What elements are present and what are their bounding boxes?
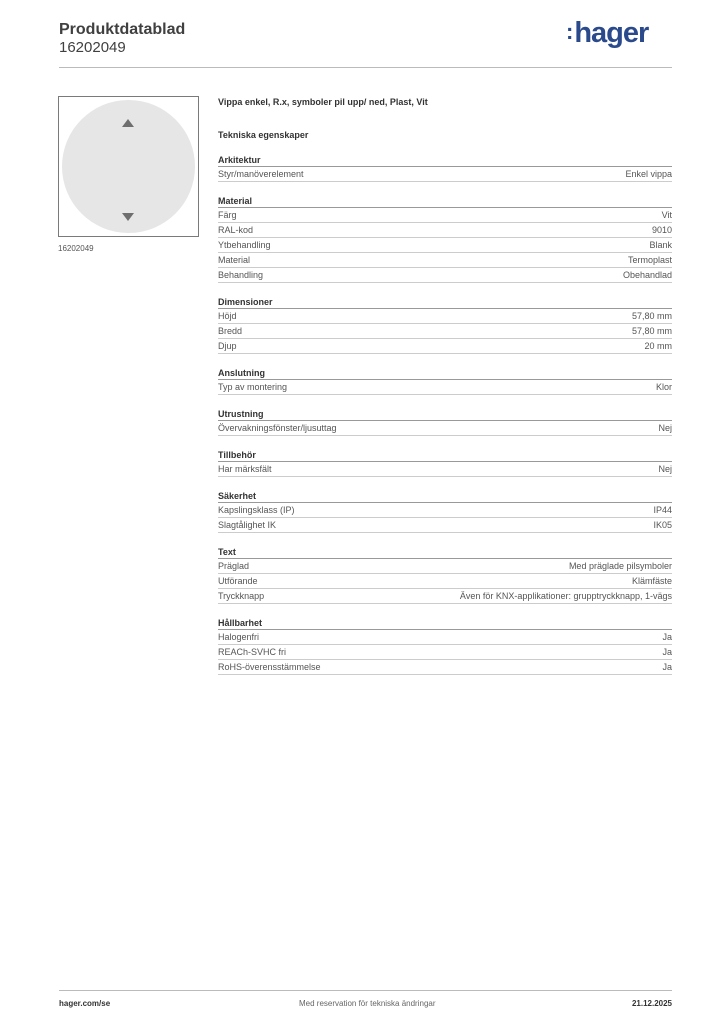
- spec-row: [218, 339, 672, 354]
- spec-label: Halogenfri: [218, 632, 260, 642]
- spec-value: Enkel vippa: [625, 169, 672, 179]
- spec-sections: [218, 154, 672, 675]
- spec-label: REACh-SVHC fri: [218, 647, 287, 657]
- section-title: Arkitektur: [218, 154, 672, 167]
- spec-value: Vit: [661, 210, 672, 220]
- spec-row: [218, 268, 672, 283]
- spec-content: [218, 96, 672, 675]
- spec-row: [218, 645, 672, 660]
- spec-label: Höjd: [218, 311, 237, 321]
- spec-label: Har märksfält: [218, 464, 272, 474]
- spec-value: Även för KNX-applikationer: grupptryckknapp, 1-vägs: [459, 591, 672, 601]
- image-caption: 16202049: [58, 244, 94, 253]
- spec-value: 9010: [651, 225, 672, 235]
- spec-section: [218, 195, 672, 283]
- section-title: Text: [218, 546, 672, 559]
- spec-row: [218, 253, 672, 268]
- spec-row: [218, 309, 672, 324]
- spec-row: [218, 589, 672, 604]
- spec-row: [218, 421, 672, 436]
- spec-value: Ja: [662, 662, 672, 672]
- section-title: Säkerhet: [218, 490, 672, 503]
- spec-row: [218, 518, 672, 533]
- spec-label: Typ av montering: [218, 382, 288, 392]
- spec-row: [218, 630, 672, 645]
- spec-row: [218, 462, 672, 477]
- spec-label: Färg: [218, 210, 237, 220]
- spec-label: Bredd: [218, 326, 243, 336]
- spec-value: Termoplast: [627, 255, 672, 265]
- section-title: Anslutning: [218, 367, 672, 380]
- spec-label: Tryckknapp: [218, 591, 265, 601]
- logo-text: hager: [574, 17, 649, 49]
- spec-value: 57,80 mm: [631, 311, 672, 321]
- spec-value: Ja: [662, 647, 672, 657]
- logo-dots-icon: :: [566, 19, 574, 44]
- spec-value: Ja: [662, 632, 672, 642]
- spec-row: [218, 167, 672, 182]
- spec-value: Med präglade pilsymboler: [568, 561, 672, 571]
- spec-section: [218, 617, 672, 675]
- spec-label: Övervakningsfönster/ljusuttag: [218, 423, 337, 433]
- spec-row: [218, 238, 672, 253]
- spec-label: Kapslingsklass (IP): [218, 505, 295, 515]
- product-image: [58, 96, 199, 237]
- spec-section: [218, 296, 672, 354]
- hager-logo: [566, 17, 648, 50]
- product-description: Vippa enkel, R.x, symboler pil upp/ ned, Plast, Vit: [218, 97, 428, 107]
- spec-label: Material: [218, 255, 251, 265]
- spec-row: [218, 208, 672, 223]
- rocker-switch-image: [62, 100, 195, 233]
- spec-value: Nej: [658, 423, 672, 433]
- document-title: Produktdatablad: [59, 21, 186, 38]
- spec-section: [218, 367, 672, 395]
- spec-value: 20 mm: [644, 341, 672, 351]
- spec-value: Obehandlad: [622, 270, 672, 280]
- section-title: Utrustning: [218, 408, 672, 421]
- section-title: Hållbarhet: [218, 617, 672, 630]
- spec-row: [218, 380, 672, 395]
- spec-value: Nej: [658, 464, 672, 474]
- section-title: Tillbehör: [218, 449, 672, 462]
- footer-date: 21.12.2025: [631, 999, 672, 1008]
- spec-label: Ytbehandling: [218, 240, 271, 250]
- spec-section: [218, 408, 672, 436]
- spec-value: IP44: [653, 505, 672, 515]
- spec-value: IK05: [653, 520, 672, 530]
- spec-value: Blank: [649, 240, 672, 250]
- spec-label: Djup: [218, 341, 237, 351]
- spec-section: [218, 154, 672, 182]
- spec-value: Klor: [655, 382, 672, 392]
- spec-label: RoHS-överensstämmelse: [218, 662, 321, 672]
- arrow-up-icon: [122, 119, 134, 127]
- product-number: 16202049: [59, 39, 126, 56]
- spec-section: [218, 546, 672, 604]
- spec-label: Behandling: [218, 270, 264, 280]
- spec-section: [218, 449, 672, 477]
- spec-label: Utförande: [218, 576, 258, 586]
- footer-divider: [59, 990, 672, 991]
- spec-row: [218, 574, 672, 589]
- footer-website: hager.com/se: [59, 999, 111, 1008]
- spec-row: [218, 660, 672, 675]
- spec-label: Styr/manöverelement: [218, 169, 304, 179]
- arrow-down-icon: [122, 213, 134, 221]
- section-title: Dimensioner: [218, 296, 672, 309]
- spec-label: Präglad: [218, 561, 250, 571]
- spec-section: [218, 490, 672, 533]
- section-title: Material: [218, 195, 672, 208]
- spec-value: Klämfäste: [631, 576, 672, 586]
- spec-row: [218, 223, 672, 238]
- header-divider: [59, 67, 672, 68]
- spec-label: RAL-kod: [218, 225, 254, 235]
- spec-row: [218, 324, 672, 339]
- spec-row: [218, 559, 672, 574]
- spec-row: [218, 503, 672, 518]
- technical-properties-heading: Tekniska egenskaper: [218, 130, 309, 140]
- footer-disclaimer: Med reservation för tekniska ändringar: [299, 999, 436, 1008]
- spec-label: Slagtålighet IK: [218, 520, 277, 530]
- spec-value: 57,80 mm: [631, 326, 672, 336]
